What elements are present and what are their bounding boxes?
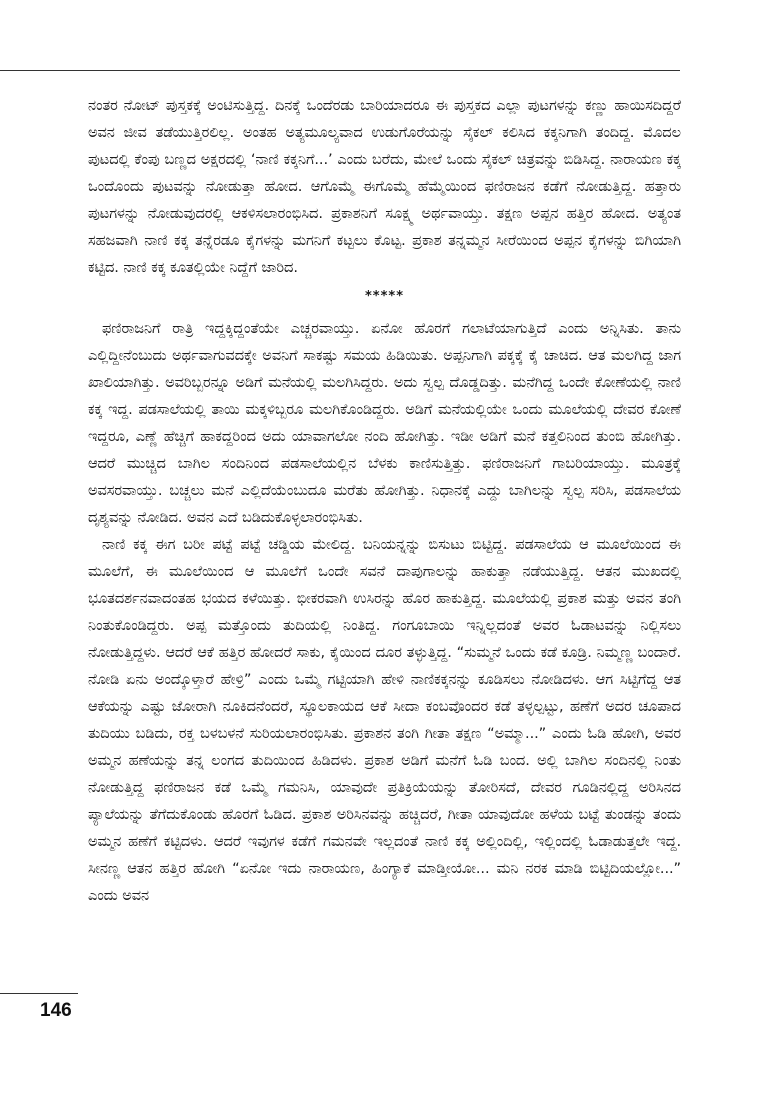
- footer-rule: [0, 993, 78, 994]
- section-separator: *****: [365, 289, 404, 304]
- paragraph-3: ನಾಣಿ ಕಕ್ಕ ಈಗ ಬರೀ ಪಟ್ಟೆ ಪಟ್ಟೆ ಚಡ್ಡಿಯ ಮೇಲಿದ್ದ. ಬನಿಯನ್ನನ್ನು ಬಿಸುಟು ಬಿಟ್ಟಿದ್ದ. ಪಡಸಾಲೆಯ ಆ ಮೂಲೆಯಿಂದ ಈ ಮೂಲೆಗೆ, ಈ ಮೂಲೆಯಿಂದ ಆ ಮೂಲೆಗೆ ಒಂದೇ ಸವನೆ ದಾಪುಗಾಲನ್ನು ಹಾಕುತ್ತಾ ನಡೆಯುತ್ತಿದ್ದ. ಆತನ ಮುಖದಲ್ಲಿ ಭೂತದರ್ಶನವಾದಂತಹ ಭಯದ ಕಳೆಯಿತ್ತು. ಭೀಕರವಾಗಿ ಉಸಿರನ್ನು ಹೊರ ಹಾಕುತ್ತಿದ್ದ. ಮೂಲೆಯಲ್ಲಿ ಪ್ರಕಾಶ ಮತ್ತು ಅವನ ತಂಗಿ ನಿಂತುಕೊಂಡಿದ್ದರು. ಅಪ್ಪ ಮತ್ತೊಂದು ತುದಿಯಲ್ಲಿ ನಿಂತಿದ್ದ. ಗಂಗೂಬಾಯಿ ಇನ್ನಿಲ್ಲದಂತೆ ಅವರ ಓಡಾಟವನ್ನು ನಿಲ್ಲಿಸಲು ನೋಡುತ್ತಿದ್ದಳು. ಆದರೆ ಆಕೆ ಹತ್ತಿರ ಹೋದರೆ ಸಾಕು, ಕೈಯಿಂದ ದೂರ ತಳ್ಳುತ್ತಿದ್ದ. “ಸುಮ್ಮನೆ ಒಂದು ಕಡೆ ಕೂಡ್ರಿ. ನಿಮ್ಮಣ್ಣ ಬಂದಾರೆ. ನೋಡಿ ಏನು ಅಂದ್ಕೊಳ್ತಾರೆ ಹೇಳ್ರಿ” ಎಂದು ಒಮ್ಮೆ ಗಟ್ಟಿಯಾಗಿ ಹೇಳಿ ನಾಣಿಕಕ್ಕನನ್ನು ಕೂಡಿಸಲು ನೋಡಿದಳು. ಆಗ ಸಿಟ್ಟಿಗೆದ್ದ ಆತ ಆಕೆಯನ್ನು ಎಷ್ಟು ಜೋರಾಗಿ ನೂಕಿದನೆಂದರೆ, ಸ್ಥೂಲಕಾಯದ ಆಕೆ ಸೀದಾ ಕಂಬವೊಂದರ ಕಡೆ ತಳ್ಳಲ್ಪಟ್ಟು, ಹಣೆಗೆ ಅದರ ಚೂಪಾದ ತುದಿಯು ಬಡಿದು, ರಕ್ತ ಬಳಬಳನೆ ಸುರಿಯಲಾರಂಭಿಸಿತು. ಪ್ರಕಾಶನ ತಂಗಿ ಗೀತಾ ತಕ್ಷಣ “ಅಮ್ಮಾ...” ಎಂದು ಓಡಿ ಹೋಗಿ, ಅವರ ಅಮ್ಮನ ಹಣೆಯನ್ನು ತನ್ನ ಲಂಗದ ತುದಿಯಿಂದ ಹಿಡಿದಳು. ಪ್ರಕಾಶ ಅಡಿಗೆ ಮನೆಗೆ ಓಡಿ ಬಂದ. ಅಲ್ಲಿ ಬಾಗಿಲ ಸಂದಿನಲ್ಲಿ ನಿಂತು ನೋಡುತ್ತಿದ್ದ ಫಣಿರಾಜನ ಕಡೆ ಒಮ್ಮೆ ಗಮನಿಸಿ, ಯಾವುದೇ ಪ್ರತಿಕ್ರಿಯೆಯನ್ನು ತೋರಿಸದೆ, ದೇವರ ಗೂಡಿನಲ್ಲಿದ್ದ ಅರಿಸಿನದ ಪ್ಯಾಲೆಯನ್ನು ತೆಗೆದುಕೊಂಡು ಹೊರಗೆ ಓಡಿದ. ಪ್ರಕಾಶ ಅರಿಸಿನವನ್ನು ಹಚ್ಚಿದರೆ, ಗೀತಾ ಯಾವುದೋ ಹಳೆಯ ಬಟ್ಟೆ ತುಂಡನ್ನು ತಂದು ಅಮ್ಮನ ಹಣೆಗೆ ಕಟ್ಟಿದಳು. ಆದರೆ ಇವುಗಳ ಕಡೆಗೆ ಗಮನವೇ ಇಲ್ಲದಂತೆ ನಾಣಿ ಕಕ್ಕ ಅಲ್ಲಿಂದಿಲ್ಲಿ, ಇಲ್ಲಿಂದಲ್ಲಿ ಓಡಾಡುತ್ತಲೇ ಇದ್ದ. ಸೀನಣ್ಣ ಆತನ ಹತ್ತಿರ ಹೋಗಿ “ಏನೋ ಇದು ನಾರಾಯಣ, ಹಿಂಗ್ಯಾಕೆ ಮಾಡ್ತೀಯೋ... ಮನಿ ನರಕ ಮಾಡಿ ಬಿಟ್ಟಿದಿಯಲ್ಲೋ...” ಎಂದು ಅವನ: [88, 536, 682, 904]
- paragraph-2: ಫಣಿರಾಜನಿಗೆ ರಾತ್ರಿ ಇದ್ದಕ್ಕಿದ್ದಂತೆಯೇ ಎಚ್ಚರವಾಯ್ತು. ಏನೋ ಹೊರಗೆ ಗಲಾಟೆಯಾಗುತ್ತಿದೆ ಎಂದು ಅನ್ನಿಸಿತು. ತಾನು ಎಲ್ಲಿದ್ದೀನೆಂಬುದು ಅರ್ಥವಾಗುವದಕ್ಕೇ ಅವನಿಗೆ ಸಾಕಷ್ಟು ಸಮಯ ಹಿಡಿಯಿತು. ಅಪ್ಪನಿಗಾಗಿ ಪಕ್ಕಕ್ಕೆ ಕೈ ಚಾಚಿದ. ಆತ ಮಲಗಿದ್ದ ಜಾಗ ಖಾಲಿಯಾಗಿತ್ತು. ಅವರಿಬ್ಬರನ್ನೂ ಅಡಿಗೆ ಮನೆಯಲ್ಲಿ ಮಲಗಿಸಿದ್ದರು. ಅದು ಸ್ವಲ್ಪ ದೊಡ್ಡದಿತ್ತು. ಮನೆಗಿದ್ದ ಒಂದೇ ಕೋಣೆಯಲ್ಲಿ ನಾಣಿ ಕಕ್ಕ ಇದ್ದ. ಪಡಸಾಲೆಯಲ್ಲಿ ತಾಯಿ ಮಕ್ಕಳಿಬ್ಬರೂ ಮಲಗಿಕೊಂಡಿದ್ದರು. ಅಡಿಗೆ ಮನೆಯಲ್ಲಿಯೇ ಒಂದು ಮೂಲೆಯಲ್ಲಿ ದೇವರ ಕೋಣೆ ಇದ್ದರೂ, ಎಣ್ಣೆ ಹೆಚ್ಚಿಗೆ ಹಾಕದ್ದರಿಂದ ಅದು ಯಾವಾಗಲೋ ನಂದಿ ಹೋಗಿತ್ತು. ಇಡೀ ಅಡಿಗೆ ಮನೆ ಕತ್ತಲಿನಿಂದ ತುಂಬಿ ಹೋಗಿತ್ತು. ಆದರೆ ಮುಚ್ಚಿದ ಬಾಗಿಲ ಸಂದಿನಿಂದ ಪಡಸಾಲೆಯಲ್ಲಿನ ಬೆಳಕು ಕಾಣಿಸುತ್ತಿತ್ತು. ಫಣಿರಾಜನಿಗೆ ಗಾಬರಿಯಾಯ್ತು. ಮೂತ್ರಕ್ಕೆ ಅವಸರವಾಯ್ತು. ಬಚ್ಚಲು ಮನೆ ಎಲ್ಲಿದೆಯೆಂಬುದೂ ಮರೆತು ಹೋಗಿತ್ತು. ನಿಧಾನಕ್ಕೆ ಎದ್ದು ಬಾಗಿಲನ್ನು ಸ್ವಲ್ಪ ಸರಿಸಿ, ಪಡಸಾಲೆಯ ದೃಶ್ಯವನ್ನು ನೋಡಿದ. ಅವನ ಎದೆ ಬಡಿದುಕೊಳ್ಳಲಾರಂಭಿಸಿತು.: [88, 320, 681, 526]
- header-rule: [0, 70, 680, 71]
- page-number: 146: [40, 1000, 72, 1021]
- paragraph-1: ನಂತರ ನೋಟ್ ಪುಸ್ತಕಕ್ಕೆ ಅಂಟಿಸುತ್ತಿದ್ದ. ದಿನಕ್ಕೆ ಒಂದೆರಡು ಬಾರಿಯಾದರೂ ಈ ಪುಸ್ತಕದ ಎಲ್ಲಾ ಪುಟಗಳನ್ನು ಕಣ್ಣು ಹಾಯಿಸದಿದ್ದರೆ ಅವನ ಜೀವ ತಡೆಯುತ್ತಿರಲಿಲ್ಲ. ಅಂತಹ ಅತ್ಯಮೂಲ್ಯವಾದ ಉಡುಗೊರೆಯನ್ನು ಸೈಕಲ್ ಕಲಿಸಿದ ಕಕ್ಕನಿಗಾಗಿ ತಂದಿದ್ದ. ಮೊದಲ ಪುಟದಲ್ಲಿ ಕೆಂಪು ಬಣ್ಣದ ಅಕ್ಷರದಲ್ಲಿ ‘ನಾಣಿ ಕಕ್ಕನಿಗೆ...’ ಎಂದು ಬರೆದು, ಮೇಲೆ ಒಂದು ಸೈಕಲ್ ಚಿತ್ರವನ್ನು ಬಿಡಿಸಿದ್ದ. ನಾರಾಯಣ ಕಕ್ಕ ಒಂದೊಂದು ಪುಟವನ್ನು ನೋಡುತ್ತಾ ಹೋದ. ಆಗೊಮ್ಮೆ ಈಗೊಮ್ಮೆ ಹೆಮ್ಮೆಯಿಂದ ಫಣಿರಾಜನ ಕಡೆಗೆ ನೋಡುತ್ತಿದ್ದ. ಹತ್ತಾರು ಪುಟಗಳನ್ನು ನೋಡುವುದರಲ್ಲಿ ಆಕಳಿಸಲಾರಂಭಿಸಿದ. ಪ್ರಕಾಶನಿಗೆ ಸೂಕ್ಷ್ಮ ಅರ್ಥವಾಯ್ತು. ತಕ್ಷಣ ಅಪ್ಪನ ಹತ್ತಿರ ಹೋದ. ಅತ್ಯಂತ ಸಹಜವಾಗಿ ನಾಣಿ ಕಕ್ಕ ತನ್ನೆರಡೂ ಕೈಗಳನ್ನು ಮಗನಿಗೆ ಕಟ್ಟಲು ಕೊಟ್ಟ. ಪ್ರಕಾಶ ತನ್ನಮ್ಮನ ಸೀರೆಯಿಂದ ಅಪ್ಪನ ಕೈಗಳನ್ನು ಬಿಗಿಯಾಗಿ ಕಟ್ಟಿದ. ನಾಣಿ ಕಕ್ಕ ಕೂತಲ್ಲಿಯೇ ನಿದ್ದೆಗೆ ಜಾರಿದ.: [88, 97, 681, 276]
- page-body: [88, 92, 681, 909]
